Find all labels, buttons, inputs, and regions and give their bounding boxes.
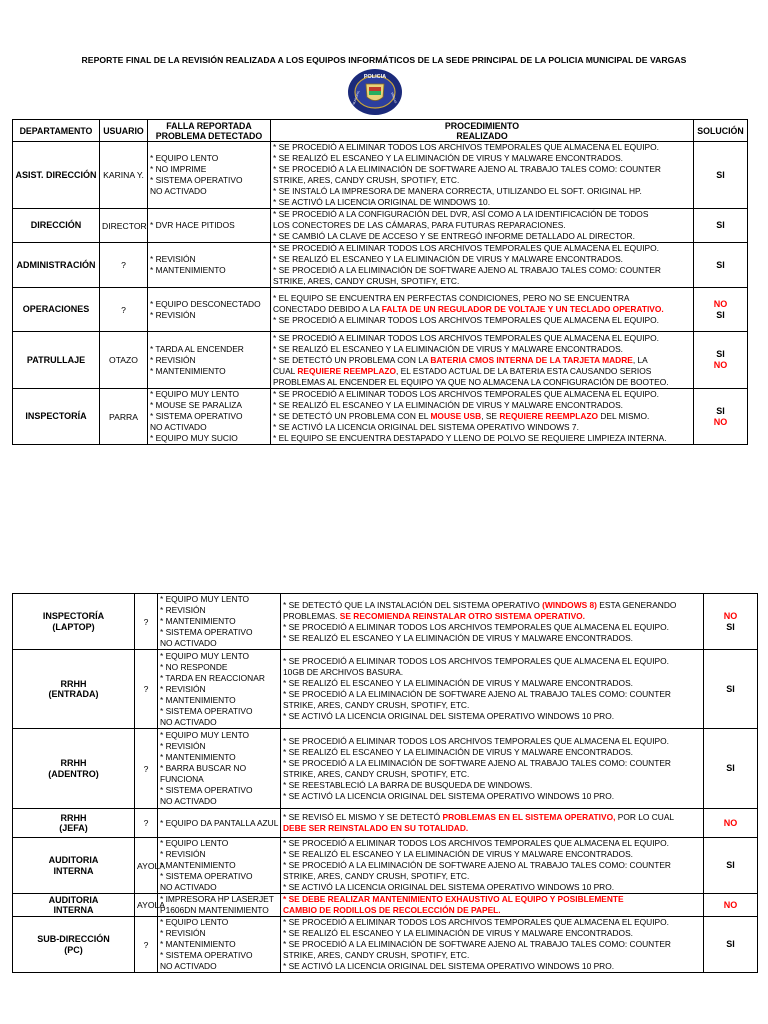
procedure-line bbox=[273, 366, 691, 377]
report-table-page-2 bbox=[12, 593, 758, 973]
solution-cell bbox=[704, 650, 758, 729]
procedure-text: STRIKE, ARES, CANDY CRUSH, SPOTIFY, ETC. bbox=[283, 950, 470, 960]
solution-value: SI bbox=[716, 169, 725, 180]
department-detail: INTERNA bbox=[53, 905, 94, 915]
header-solucion: SOLUCIÓN bbox=[694, 120, 748, 142]
procedure-cell bbox=[271, 332, 694, 389]
issue-line: * MANTENIMIENTO bbox=[160, 939, 236, 949]
procedure-text: STRIKE, ARES, CANDY CRUSH, SPOTIFY, ETC. bbox=[283, 700, 470, 710]
department-cell bbox=[13, 594, 135, 650]
procedure-highlight: FALTA DE UN REGULADOR DE VOLTAJE Y UN TECLADO OPERATIVO. bbox=[381, 304, 664, 314]
procedure-text: * SE PROCEDIÓ A ELIMINAR TODOS LOS ARCHIVOS TEMPORALES QUE ALMACENA EL EQUIPO. bbox=[283, 735, 669, 746]
procedure-text: * SE ACTIVÓ LA LICENCIA ORIGINAL DEL SISTEMA OPERATIVO WINDOWS 10 PRO. bbox=[283, 711, 615, 721]
table-row bbox=[13, 389, 748, 445]
procedure-text: * SE PROCEDIÓ A ELIMINAR TODOS LOS ARCHIVOS TEMPORALES QUE ALMACENA EL EQUIPO. bbox=[273, 332, 659, 343]
procedure-cell bbox=[271, 209, 694, 243]
issue-line: * SISTEMA OPERATIVO bbox=[160, 705, 253, 716]
procedure-text: * SE PROCEDIÓ A ELIMINAR TODOS LOS ARCHIVOS TEMPORALES QUE ALMACENA EL EQUIPO. bbox=[273, 315, 659, 325]
procedure-highlight: MOUSE USB bbox=[430, 411, 482, 421]
procedure-highlight: (WINDOWS 8) bbox=[542, 599, 597, 610]
police-seal-logo bbox=[347, 68, 403, 116]
procedure-text: * SE PROCEDIÓ A LA ELIMINACIÓN DE SOFTWARE AJENO AL TRABAJO TALES COMO: COUNTER bbox=[283, 860, 671, 870]
procedure-line bbox=[283, 689, 701, 700]
issue-cell bbox=[158, 917, 281, 973]
user-cell: PARRA bbox=[100, 389, 148, 445]
procedure-text: * SE ACTIVÓ LA LICENCIA ORIGINAL DE WINDOWS 10. bbox=[273, 197, 491, 207]
seal-top-text: POLICIA bbox=[363, 74, 387, 80]
issue-line: NO ACTIVADO bbox=[160, 638, 217, 648]
department-detail: (PC) bbox=[64, 944, 83, 955]
procedure-text: STRIKE, ARES, CANDY CRUSH, SPOTIFY, ETC. bbox=[273, 276, 460, 286]
user-cell: DIRECTOR bbox=[100, 209, 148, 243]
procedure-text: * SE REALIZÓ EL ESCANEO Y LA ELIMINACIÓN DE VIRUS Y MALWARE ENCONTRADOS. bbox=[273, 153, 623, 163]
solution-value: SI bbox=[726, 763, 735, 773]
solution-cell bbox=[694, 209, 748, 243]
user-cell: OTAZO bbox=[100, 332, 148, 389]
procedure-line bbox=[273, 276, 691, 287]
table-row bbox=[13, 142, 748, 209]
procedure-text: * EL EQUIPO SE ENCUENTRA EN PERFECTAS CONDICIONES, PERO NO SE ENCUENTRA bbox=[273, 293, 630, 303]
procedure-text: * SE ACTIVÓ LA LICENCIA ORIGINAL DEL SISTEMA OPERATIVO WINDOWS 7. bbox=[273, 422, 579, 432]
procedure-line bbox=[273, 209, 691, 220]
procedure-highlight: CAMBIO DE RODILLOS DE RECOLECCIÓN DE PAPEL. bbox=[283, 905, 501, 915]
procedure-text: * SE REVISÓ EL MISMO Y SE DETECTÓ bbox=[283, 812, 443, 822]
issue-cell bbox=[158, 838, 281, 894]
procedure-line bbox=[283, 700, 701, 711]
procedure-line bbox=[273, 400, 691, 411]
department-cell bbox=[13, 809, 135, 838]
solution-cell bbox=[704, 838, 758, 894]
procedure-line bbox=[283, 882, 701, 893]
department-cell: DIRECCIÓN bbox=[13, 209, 100, 243]
procedure-text: ESTA GENERANDO bbox=[596, 599, 677, 610]
solution-cell bbox=[704, 917, 758, 973]
procedure-line bbox=[283, 871, 701, 882]
department-name: AUDITORIA bbox=[48, 894, 99, 905]
issue-line: * EQUIPO MUY LENTO bbox=[160, 730, 250, 740]
issue-line: * EQUIPO LENTO bbox=[150, 153, 219, 163]
procedure-text: * SE PROCEDIÓ A ELIMINAR TODOS LOS ARCHIVOS TEMPORALES QUE ALMACENA EL EQUIPO. bbox=[283, 621, 669, 632]
procedure-cell bbox=[281, 838, 704, 894]
issue-cell bbox=[148, 389, 271, 445]
issue-cell bbox=[148, 243, 271, 288]
issue-line: * EQUIPO DESCONECTADO bbox=[150, 298, 261, 309]
procedure-text: DEL MISMO. bbox=[598, 411, 650, 421]
procedure-text: * SE PROCEDIÓ A ELIMINAR TODOS LOS ARCHIVOS TEMPORALES QUE ALMACENA EL EQUIPO. bbox=[283, 656, 669, 666]
issue-line: * NO IMPRIME bbox=[150, 164, 207, 174]
procedure-line bbox=[283, 823, 701, 834]
procedure-line bbox=[283, 939, 701, 950]
table-row bbox=[13, 838, 758, 894]
department-detail: (LAPTOP) bbox=[52, 621, 95, 632]
issue-line: * SISTEMA OPERATIVO bbox=[160, 627, 253, 637]
table-row bbox=[13, 917, 758, 973]
user-cell: AYOLA bbox=[135, 894, 158, 917]
solution-cell bbox=[694, 332, 748, 389]
issue-line: * TARDA EN REACCIONAR bbox=[160, 672, 265, 683]
procedure-line bbox=[283, 838, 701, 849]
procedure-line bbox=[273, 315, 691, 326]
procedure-text: STRIKE, ARES, CANDY CRUSH, SPOTIFY, ETC. bbox=[283, 871, 470, 881]
table-header-row bbox=[13, 120, 748, 142]
issue-line: * REVISIÓN bbox=[160, 605, 206, 615]
issue-cell bbox=[148, 209, 271, 243]
solution-value: SI bbox=[726, 621, 735, 632]
solution-cell bbox=[704, 594, 758, 650]
user-cell: AYOLA bbox=[135, 838, 158, 894]
report-table-page-1 bbox=[12, 119, 748, 445]
procedure-text: * SE CAMBIÓ LA CLAVE DE ACCESO Y SE ENTREGÓ INFORME DETALLADO AL DIRECTOR. bbox=[273, 231, 635, 241]
issue-line: * MANTENIMIENTO bbox=[160, 860, 236, 870]
user-cell: ? bbox=[100, 288, 148, 332]
procedure-text: * SE REESTABLECIÓ LA BARRA DE BUSQUEDA DE WINDOWS. bbox=[283, 779, 533, 790]
issue-line: * REVISIÓN bbox=[150, 309, 196, 320]
user-cell: ? bbox=[135, 809, 158, 838]
procedure-line bbox=[283, 769, 701, 780]
issue-cell bbox=[158, 594, 281, 650]
department-name: RRHH bbox=[60, 678, 87, 689]
procedure-text: * SE REALIZÓ EL ESCANEO Y LA ELIMINACIÓN DE VIRUS Y MALWARE ENCONTRADOS. bbox=[273, 400, 623, 410]
procedure-line bbox=[273, 355, 691, 366]
solution-value: SI bbox=[716, 259, 725, 270]
issue-line: NO ACTIVADO bbox=[160, 796, 217, 806]
procedure-cell bbox=[271, 243, 694, 288]
procedure-line bbox=[273, 220, 691, 231]
issue-cell bbox=[158, 894, 281, 917]
issue-line: * REVISIÓN bbox=[160, 928, 206, 938]
procedure-cell bbox=[281, 894, 704, 917]
procedure-text: * SE DETECTÓ UN PROBLEMA CON LA bbox=[273, 354, 431, 365]
procedure-cell bbox=[281, 650, 704, 729]
solution-value: NO bbox=[713, 298, 728, 309]
procedure-cell bbox=[271, 389, 694, 445]
department-cell: ADMINISTRACIÓN bbox=[13, 243, 100, 288]
table-row bbox=[13, 288, 748, 332]
user-cell: ? bbox=[135, 594, 158, 650]
procedure-line bbox=[283, 860, 701, 871]
department-name: RRHH bbox=[60, 812, 87, 823]
solution-value: NO bbox=[723, 610, 738, 621]
solution-value: NO bbox=[713, 416, 728, 427]
procedure-text: LOS CONECTORES DE LAS CÁMARAS, PARA FUTURAS REPARACIONES. bbox=[273, 220, 566, 230]
issue-line: * REVISIÓN bbox=[150, 354, 196, 365]
department-cell: PATRULLAJE bbox=[13, 332, 100, 389]
issue-line: NO ACTIVADO bbox=[150, 422, 207, 432]
department-detail: INTERNA bbox=[53, 865, 94, 876]
department-name: SUB-DIRECCIÓN bbox=[37, 934, 110, 944]
procedure-line bbox=[283, 905, 701, 916]
user-cell: ? bbox=[135, 917, 158, 973]
procedure-line bbox=[283, 667, 701, 678]
issue-line: * MOUSE SE PARALIZA bbox=[150, 400, 242, 410]
procedure-line bbox=[283, 917, 701, 928]
solution-value: SI bbox=[716, 349, 725, 359]
procedure-line bbox=[273, 142, 691, 153]
procedure-line bbox=[283, 812, 701, 823]
issue-line: * REVISIÓN bbox=[160, 683, 206, 694]
procedure-text: * SE PROCEDIÓ A ELIMINAR TODOS LOS ARCHIVOS TEMPORALES QUE ALMACENA EL EQUIPO. bbox=[283, 838, 669, 848]
procedure-text: 10GB DE ARCHIVOS BASURA. bbox=[283, 667, 404, 677]
issue-line: NO ACTIVADO bbox=[160, 961, 217, 971]
solution-value: SI bbox=[726, 683, 735, 694]
issue-line: * REVISIÓN bbox=[160, 849, 206, 859]
department-detail: (JEFA) bbox=[59, 823, 88, 833]
issue-line: FUNCIONA bbox=[160, 774, 204, 784]
table-row bbox=[13, 729, 758, 809]
issue-line: * SISTEMA OPERATIVO bbox=[150, 411, 243, 421]
procedure-line bbox=[283, 633, 701, 644]
procedure-text: * SE REALIZÓ EL ESCANEO Y LA ELIMINACIÓN DE VIRUS Y MALWARE ENCONTRADOS. bbox=[283, 849, 633, 859]
department-name: INSPECTORÍA bbox=[42, 611, 105, 621]
department-cell bbox=[13, 838, 135, 894]
procedure-line bbox=[283, 950, 701, 961]
procedure-text: , SE bbox=[481, 411, 500, 421]
procedure-text: * SE PROCEDIÓ A LA ELIMINACIÓN DE SOFTWARE AJENO AL TRABAJO TALES COMO: COUNTER bbox=[283, 939, 671, 949]
department-cell bbox=[13, 917, 135, 973]
solution-value: NO bbox=[713, 360, 728, 370]
procedure-cell bbox=[281, 917, 704, 973]
procedure-line bbox=[273, 333, 691, 344]
table-row bbox=[13, 243, 748, 288]
issue-line: * EQUIPO MUY SUCIO bbox=[150, 433, 238, 443]
issue-line: * EQUIPO MUY LENTO bbox=[150, 389, 240, 399]
table-row bbox=[13, 809, 758, 838]
table-row bbox=[13, 209, 748, 243]
issue-line: P1606DN MANTENIMIENTO bbox=[160, 905, 269, 915]
procedure-text: STRIKE, ARES, CANDY CRUSH, SPOTIFY, ETC. bbox=[283, 768, 470, 779]
header-departamento: DEPARTAMENTO bbox=[13, 120, 100, 142]
issue-cell bbox=[148, 332, 271, 389]
procedure-text: * SE PROCEDIÓ A LA ELIMINACIÓN DE SOFTWARE AJENO AL TRABAJO TALES COMO: COUNTER bbox=[273, 265, 661, 275]
procedure-text: CONECTADO DEBIDO A LA bbox=[273, 304, 382, 314]
procedure-highlight: PROBLEMAS EN EL SISTEMA OPERATIVO, bbox=[442, 812, 616, 822]
procedure-line bbox=[273, 153, 691, 164]
procedure-cell bbox=[281, 809, 704, 838]
procedure-text: PROBLEMAS. bbox=[283, 610, 340, 621]
issue-line: * SISTEMA OPERATIVO bbox=[160, 871, 253, 881]
department-detail: (ENTRADA) bbox=[48, 689, 99, 699]
issue-cell bbox=[158, 729, 281, 809]
procedure-highlight: REQUIERE REEMPLAZO bbox=[499, 411, 598, 421]
procedure-line bbox=[283, 678, 701, 689]
issue-line: NO ACTIVADO bbox=[150, 186, 207, 196]
department-cell bbox=[13, 650, 135, 729]
department-detail: (ADENTRO) bbox=[48, 768, 99, 779]
issue-cell bbox=[148, 142, 271, 209]
procedure-cell bbox=[281, 594, 704, 650]
procedure-text: * SE ACTIVÓ LA LICENCIA ORIGINAL DEL SISTEMA OPERATIVO WINDOWS 10 PRO. bbox=[283, 790, 615, 801]
procedure-line bbox=[283, 656, 701, 667]
solution-value: NO bbox=[723, 817, 738, 828]
procedure-line bbox=[283, 849, 701, 860]
procedure-text: , EL ESTADO ACTUAL DE LA BATERIA ESTA CAUSANDO SERIOS bbox=[396, 365, 652, 376]
user-cell: ? bbox=[100, 243, 148, 288]
procedure-text: * SE ACTIVÓ LA LICENCIA ORIGINAL DEL SISTEMA OPERATIVO WINDOWS 10 PRO. bbox=[283, 961, 615, 971]
issue-line: * SISTEMA OPERATIVO bbox=[160, 785, 253, 795]
procedure-highlight: SE RECOMIENDA REINSTALAR OTRO SISTEMA OPERATIVO. bbox=[339, 610, 585, 621]
procedure-line bbox=[273, 411, 691, 422]
table-row bbox=[13, 594, 758, 650]
procedure-line bbox=[273, 254, 691, 265]
issue-line: * MANTENIMIENTO bbox=[160, 752, 236, 762]
user-cell: ? bbox=[135, 729, 158, 809]
procedure-line bbox=[283, 622, 701, 633]
procedure-cell bbox=[271, 142, 694, 209]
procedure-line bbox=[283, 736, 701, 747]
issue-line: * NO RESPONDE bbox=[160, 661, 228, 672]
issue-line: * SISTEMA OPERATIVO bbox=[160, 950, 253, 960]
user-cell: ? bbox=[135, 650, 158, 729]
seal-left-text: MUNICIPAL bbox=[351, 89, 361, 106]
issue-line: * TARDA AL ENCENDER bbox=[150, 343, 244, 354]
solution-cell bbox=[694, 243, 748, 288]
procedure-text: * EL EQUIPO SE ENCUENTRA DESTAPADO Y LLENO DE POLVO SE REQUIERE LIMPIEZA INTERNA. bbox=[273, 433, 667, 443]
issue-line: * REVISIÓN bbox=[150, 254, 196, 264]
solution-value: NO bbox=[723, 899, 738, 910]
department-cell: OPERACIONES bbox=[13, 288, 100, 332]
solution-cell bbox=[694, 142, 748, 209]
procedure-line bbox=[283, 711, 701, 722]
procedure-line bbox=[273, 197, 691, 208]
header-procedimiento: PROCEDIMIENTO REALIZADO bbox=[271, 120, 694, 142]
department-cell: INSPECTORÍA bbox=[13, 389, 100, 445]
header-usuario: USUARIO bbox=[100, 120, 148, 142]
procedure-line bbox=[273, 265, 691, 276]
procedure-line bbox=[283, 747, 701, 758]
issue-line: * EQUIPO DA PANTALLA AZUL bbox=[160, 817, 279, 828]
procedure-line bbox=[283, 961, 701, 972]
department-name: AUDITORIA bbox=[48, 855, 99, 865]
issue-line: * DVR HACE PITIDOS bbox=[150, 220, 235, 230]
procedure-highlight: REQUIERE REEMPLAZO bbox=[297, 365, 397, 376]
procedure-text: STRIKE, ARES, CANDY CRUSH, SPOTIFY, ETC. bbox=[273, 175, 460, 185]
procedure-text: * SE REALIZÓ EL ESCANEO Y LA ELIMINACIÓN DE VIRUS Y MALWARE ENCONTRADOS. bbox=[283, 928, 633, 938]
header-falla: FALLA REPORTADA PROBLEMA DETECTADO bbox=[148, 120, 271, 142]
procedure-line bbox=[283, 758, 701, 769]
procedure-text: * SE REALIZÓ EL ESCANEO Y LA ELIMINACIÓN DE VIRUS Y MALWARE ENCONTRADOS. bbox=[273, 343, 623, 354]
procedure-highlight: BATERIA CMOS INTERNA DE LA TARJETA MADRE bbox=[430, 354, 633, 365]
issue-line: * EQUIPO MUY LENTO bbox=[160, 594, 250, 604]
procedure-text: * SE REALIZÓ EL ESCANEO Y LA ELIMINACIÓN DE VIRUS Y MALWARE ENCONTRADOS. bbox=[283, 746, 633, 757]
report-title: REPORTE FINAL DE LA REVISIÓN REALIZADA A LOS EQUIPOS INFORMÁTICOS DE LA SEDE PRINCIPAL DE LA POLICIA MUNICIPAL DE VARGAS bbox=[81, 55, 687, 65]
procedure-text: * SE PROCEDIÓ A ELIMINAR TODOS LOS ARCHIVOS TEMPORALES QUE ALMACENA EL EQUIPO. bbox=[273, 243, 659, 253]
procedure-line bbox=[273, 175, 691, 186]
issue-line: NO ACTIVADO bbox=[160, 882, 217, 892]
procedure-text: POR LO CUAL bbox=[615, 812, 675, 822]
procedure-highlight: * SE DEBE REALIZAR MANTENIMIENTO EXHAUSTIVO AL EQUIPO Y POSIBLEMENTE bbox=[283, 894, 624, 904]
procedure-text: * SE REALIZÓ EL ESCANEO Y LA ELIMINACIÓN DE VIRUS Y MALWARE ENCONTRADOS. bbox=[283, 678, 633, 688]
procedure-text: PROBLEMAS AL ENCENDER EL EQUIPO YA QUE NO ALMACENA LA CONFIGURACIÓN DE BOOTEO. bbox=[273, 376, 669, 387]
procedure-text: , LA bbox=[632, 354, 648, 365]
issue-cell bbox=[148, 288, 271, 332]
procedure-line bbox=[273, 164, 691, 175]
issue-line: * EQUIPO LENTO bbox=[160, 838, 229, 848]
department-cell bbox=[13, 729, 135, 809]
issue-line: * BARRA BUSCAR NO bbox=[160, 763, 247, 773]
solution-cell bbox=[704, 809, 758, 838]
issue-line: * EQUIPO LENTO bbox=[160, 917, 229, 927]
user-cell: KARINA Y. bbox=[100, 142, 148, 209]
issue-line: * MANTENIMIENTO bbox=[160, 694, 236, 705]
issue-line: * REVISIÓN bbox=[160, 741, 206, 751]
procedure-line bbox=[283, 894, 701, 905]
issue-line: * MANTENIMIENTO bbox=[150, 265, 226, 275]
procedure-line bbox=[283, 611, 701, 622]
issue-cell bbox=[158, 809, 281, 838]
issue-line: * SISTEMA OPERATIVO bbox=[150, 175, 243, 185]
issue-line: * EQUIPO MUY LENTO bbox=[160, 650, 250, 661]
procedure-line bbox=[283, 928, 701, 939]
procedure-line bbox=[273, 389, 691, 400]
procedure-highlight: DEBE SER REINSTALADO EN SU TOTALIDAD. bbox=[283, 823, 469, 833]
seal-right-text: VARGAS bbox=[390, 91, 398, 104]
issue-line: NO ACTIVADO bbox=[160, 716, 217, 727]
department-cell bbox=[13, 894, 135, 917]
procedure-line bbox=[273, 344, 691, 355]
procedure-line bbox=[273, 422, 691, 433]
procedure-line bbox=[273, 377, 691, 388]
procedure-text: * SE ACTIVÓ LA LICENCIA ORIGINAL DEL SISTEMA OPERATIVO WINDOWS 10 PRO. bbox=[283, 882, 615, 892]
issue-line: * IMPRESORA HP LASERJET bbox=[160, 894, 274, 904]
table-row bbox=[13, 332, 748, 389]
procedure-line bbox=[273, 243, 691, 254]
solution-cell bbox=[694, 288, 748, 332]
table-row bbox=[13, 894, 758, 917]
procedure-text: * SE PROCEDIÓ A LA ELIMINACIÓN DE SOFTWARE AJENO AL TRABAJO TALES COMO: COUNTER bbox=[273, 164, 661, 174]
procedure-text: CUAL bbox=[273, 365, 298, 376]
procedure-line bbox=[273, 304, 691, 315]
procedure-text: * SE PROCEDIÓ A LA ELIMINACIÓN DE SOFTWARE AJENO AL TRABAJO TALES COMO: COUNTER bbox=[283, 757, 671, 768]
procedure-text: * SE DETECTÓ UN PROBLEMA CON EL bbox=[273, 411, 431, 421]
procedure-text: * SE REALIZÓ EL ESCANEO Y LA ELIMINACIÓN DE VIRUS Y MALWARE ENCONTRADOS. bbox=[283, 632, 633, 643]
solution-cell bbox=[704, 894, 758, 917]
procedure-text: * SE REALIZÓ EL ESCANEO Y LA ELIMINACIÓN DE VIRUS Y MALWARE ENCONTRADOS. bbox=[273, 254, 623, 264]
solution-cell bbox=[704, 729, 758, 809]
procedure-line bbox=[273, 231, 691, 242]
procedure-line bbox=[273, 433, 691, 444]
procedure-text: * SE PROCEDIÓ A ELIMINAR TODOS LOS ARCHIVOS TEMPORALES QUE ALMACENA EL EQUIPO. bbox=[273, 142, 659, 152]
issue-line: * MANTENIMIENTO bbox=[150, 365, 226, 376]
procedure-line bbox=[273, 293, 691, 304]
procedure-line bbox=[283, 780, 701, 791]
procedure-text: * SE PROCEDIÓ A LA CONFIGURACIÓN DEL DVR, ASÍ COMO A LA IDENTIFICACIÓN DE TODOS bbox=[273, 209, 649, 219]
procedure-text: * SE DETECTÓ QUE LA INSTALACIÓN DEL SISTEMA OPERATIVO bbox=[283, 599, 543, 610]
issue-cell bbox=[158, 650, 281, 729]
procedure-text: * SE INSTALÓ LA IMPRESORA DE MANERA CORRECTA, UTILIZANDO EL SOFT. ORIGINAL HP. bbox=[273, 186, 642, 196]
solution-value: SI bbox=[726, 939, 735, 949]
procedure-line bbox=[273, 186, 691, 197]
solution-value: SI bbox=[716, 309, 725, 320]
department-cell: ASIST. DIRECCIÓN bbox=[13, 142, 100, 209]
solution-value: SI bbox=[726, 860, 735, 870]
procedure-text: * SE PROCEDIÓ A ELIMINAR TODOS LOS ARCHIVOS TEMPORALES QUE ALMACENA EL EQUIPO. bbox=[283, 917, 669, 927]
table-row bbox=[13, 650, 758, 729]
solution-cell bbox=[694, 389, 748, 445]
procedure-cell bbox=[271, 288, 694, 332]
department-name: RRHH bbox=[60, 758, 87, 768]
solution-value: SI bbox=[716, 405, 725, 416]
issue-line: * MANTENIMIENTO bbox=[160, 616, 236, 626]
solution-value: SI bbox=[716, 220, 725, 230]
procedure-text: * SE PROCEDIÓ A LA ELIMINACIÓN DE SOFTWARE AJENO AL TRABAJO TALES COMO: COUNTER bbox=[283, 689, 671, 699]
procedure-cell bbox=[281, 729, 704, 809]
procedure-text: * SE PROCEDIÓ A ELIMINAR TODOS LOS ARCHIVOS TEMPORALES QUE ALMACENA EL EQUIPO. bbox=[273, 389, 659, 399]
procedure-line bbox=[283, 791, 701, 802]
procedure-line bbox=[283, 600, 701, 611]
